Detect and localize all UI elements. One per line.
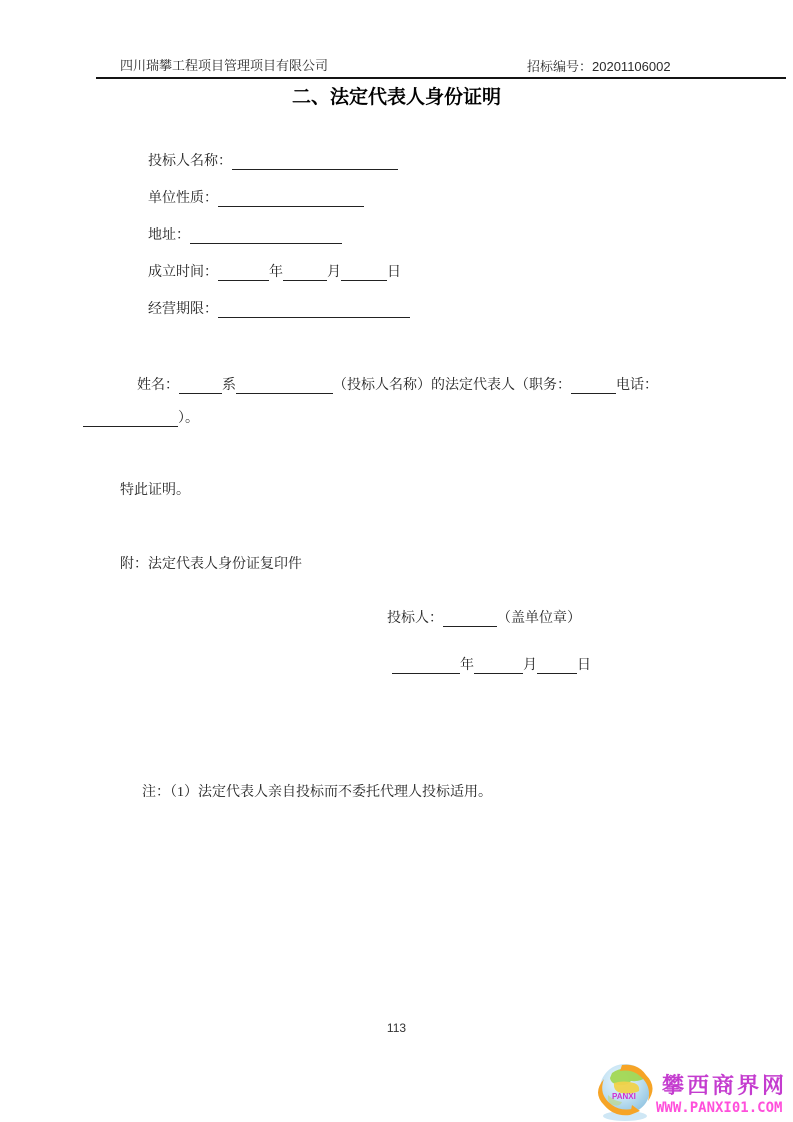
blank-signature-bidder xyxy=(443,612,497,627)
statement-closing: ）。 xyxy=(178,411,199,426)
signature-line xyxy=(387,607,581,627)
blank-unit-nature xyxy=(218,192,364,207)
blank-bidder-name xyxy=(232,155,398,170)
page-title: 二、法定代表人身份证明 xyxy=(291,87,501,108)
sign-month-label: 月 xyxy=(523,658,537,673)
connector-text: 系 xyxy=(222,378,236,393)
statement-line-1 xyxy=(137,374,658,394)
blank-sign-day xyxy=(537,659,577,674)
blank-business-term xyxy=(218,303,410,318)
blank-address xyxy=(190,229,342,244)
day-label: 日 xyxy=(387,265,401,280)
month-label: 月 xyxy=(327,265,341,280)
note-text: 注：（1）法定代表人亲自投标而不委托代理人投标适用。 xyxy=(142,785,492,800)
bidder-name-label: 投标人名称： xyxy=(148,154,232,169)
blank-name xyxy=(179,379,222,394)
establish-label: 成立时间： xyxy=(148,265,218,280)
bid-number-value: 20201106002 xyxy=(592,59,671,74)
field-unit-nature xyxy=(148,187,364,207)
business-term-label: 经营期限： xyxy=(148,302,218,317)
statement-middle-text: （投标人名称）的法定代表人（职务： xyxy=(333,378,571,393)
blank-sign-year xyxy=(392,659,460,674)
year-label: 年 xyxy=(269,265,283,280)
watermark-site-url: WWW.PANXI01.COM xyxy=(656,1100,783,1116)
field-bidder-name xyxy=(148,150,398,170)
name-label: 姓名： xyxy=(137,378,179,393)
page-number: 113 xyxy=(386,1021,407,1035)
unit-nature-label: 单位性质： xyxy=(148,191,218,206)
field-business-term xyxy=(148,298,410,318)
statement-line-2 xyxy=(83,407,199,427)
blank-establish-month xyxy=(283,266,327,281)
phone-label: 电话： xyxy=(616,378,658,393)
address-label: 地址： xyxy=(148,228,190,243)
seal-note: （盖单位章） xyxy=(497,611,581,626)
sign-day-label: 日 xyxy=(577,658,591,673)
field-establish-date xyxy=(148,261,401,281)
bid-number-label: 招标编号： xyxy=(527,59,593,74)
attachment-text: 附：法定代表人身份证复印件 xyxy=(120,557,302,572)
blank-position xyxy=(571,379,616,394)
blank-company xyxy=(236,379,333,394)
certify-text: 特此证明。 xyxy=(120,483,190,498)
header-bid-number xyxy=(527,56,671,75)
signature-date-line xyxy=(392,654,591,674)
blank-phone xyxy=(83,412,178,427)
blank-establish-day xyxy=(341,266,387,281)
logo-text: PANXI xyxy=(612,1092,636,1101)
blank-establish-year xyxy=(218,266,269,281)
blank-sign-month xyxy=(474,659,523,674)
signature-bidder-label: 投标人： xyxy=(387,611,443,626)
header-company-name: 四川瑞攀工程项目管理项目有限公司 xyxy=(120,58,329,73)
header-rule xyxy=(96,77,786,79)
watermark xyxy=(594,1061,793,1122)
field-address xyxy=(148,224,342,244)
sign-year-label: 年 xyxy=(460,658,474,673)
watermark-site-name: 攀西商界网 xyxy=(662,1073,788,1098)
panxi-globe-logo-icon xyxy=(594,1061,658,1122)
